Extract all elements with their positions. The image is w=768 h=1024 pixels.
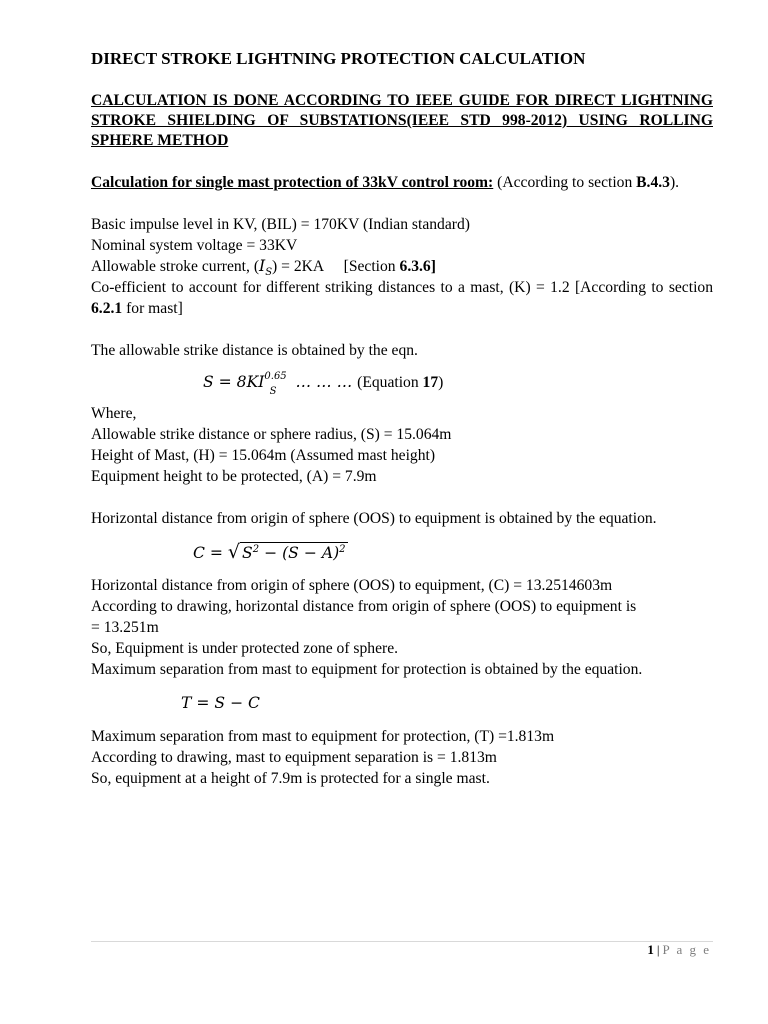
document-subtitle: CALCULATION IS DONE ACCORDING TO IEEE GUIDE FOR DIRECT LIGHTNING STROKE SHIELDING OF SUBSTATIONS(IEEE STD 998-2012) USING ROLLING SPHERE METHOD	[91, 92, 713, 149]
t-drawing-line: According to drawing, mast to equipment separation is = 1.813m	[91, 749, 497, 766]
equation-17-number: 17	[422, 374, 439, 391]
equation-c	[91, 529, 713, 575]
equation-17-term: $KI^{0.65}_S$	[246, 370, 287, 398]
coefficient-close: for mast]	[122, 300, 183, 317]
equation-t-expr: T = S − C	[181, 694, 260, 712]
section-heading: Calculation for single mast protection of 33kV control room:	[91, 174, 494, 191]
nominal-voltage-line: Nominal system voltage = 33KV	[91, 237, 298, 254]
footer-divider	[91, 941, 713, 942]
t-value-line: Maximum separation from mast to equipment for protection, (T) =1.813m	[91, 728, 555, 745]
stroke-current-value: ) = 2KA [Section	[272, 258, 400, 275]
equipment-height-line: Equipment height to be protected, (A) = 7.9m	[91, 468, 377, 485]
horizontal-distance-intro: Horizontal distance from origin of sphere (OOS) to equipment is obtained by the equation.	[91, 510, 657, 527]
equation-17-lhs: S	[203, 373, 214, 391]
document-body	[91, 48, 713, 789]
sphere-radius-line: Allowable strike distance or sphere radius, (S) = 15.064m	[91, 426, 452, 443]
stroke-current-symbol: $I_S$	[259, 257, 273, 279]
coefficient-text: Co-efficient to account for different striking distances to a mast, (K) = 1.2 [According to section	[91, 279, 713, 296]
c-drawing-line-2: = 13.251m	[91, 619, 159, 636]
document-title: DIRECT STROKE LIGHTNING PROTECTION CALCULATION	[91, 49, 586, 68]
coefficient-line	[91, 277, 713, 319]
t-conclusion-line: So, equipment at a height of 7.9m is protected for a single mast.	[91, 770, 490, 787]
c-drawing-line-1: According to drawing, horizontal distance from origin of sphere (OOS) to equipment is	[91, 598, 637, 615]
footer-separator: |	[656, 942, 660, 957]
equation-17-close: )	[438, 374, 444, 391]
section-ref-close: ).	[669, 174, 680, 191]
equation-17-label: (Equation	[357, 374, 423, 391]
stroke-current-line	[91, 256, 713, 277]
c-conclusion-line: So, Equipment is under protected zone of sphere.	[91, 640, 399, 657]
equation-c-sqrt: √ $S^2 - (S - A)^2$	[227, 541, 346, 563]
stroke-current-text: Allowable stroke current, (	[91, 258, 260, 275]
coefficient-section: 6.2.1	[91, 300, 123, 317]
where-line: Where,	[91, 405, 137, 422]
page-number: 1	[647, 942, 654, 957]
equation-17	[91, 361, 713, 403]
strike-distance-intro: The allowable strike distance is obtained by the eqn.	[91, 342, 418, 359]
c-value-line: Horizontal distance from origin of sphere (OOS) to equipment, (C) = 13.2514603m	[91, 577, 613, 594]
equation-17-dots: … … …	[290, 373, 358, 391]
mast-height-line: Height of Mast, (H) = 15.064m (Assumed mast height)	[91, 447, 436, 464]
equation-c-equals: =	[204, 544, 228, 562]
bil-line: Basic impulse level in KV, (BIL) = 170KV (Indian standard)	[91, 216, 470, 233]
stroke-current-close: ]	[430, 258, 436, 275]
section-ref-text: (According to section	[493, 174, 637, 191]
equation-17-equals: = 8	[213, 373, 247, 391]
equation-t	[91, 680, 713, 726]
page-word: P a g e	[662, 942, 711, 957]
equation-c-lhs: C	[193, 544, 205, 562]
section-heading-paragraph	[91, 172, 713, 193]
section-ref-number: B.4.3	[636, 174, 670, 191]
t-intro-line: Maximum separation from mast to equipment for protection is obtained by the equation.	[91, 661, 643, 678]
page-footer	[647, 942, 711, 958]
stroke-current-section: 6.3.6	[399, 258, 431, 275]
